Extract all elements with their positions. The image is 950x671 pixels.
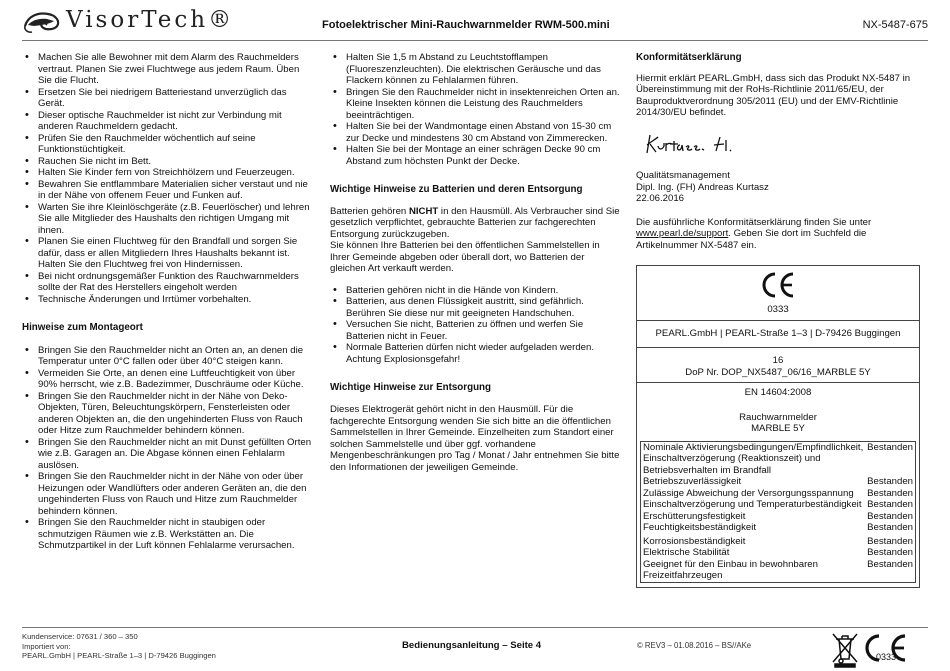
ce-certificate-box <box>636 265 920 588</box>
cert-dop-section <box>637 348 919 383</box>
row-value: Bestanden <box>867 535 913 547</box>
list-item: • Batterien gehören nicht in die Hände von Kindern. <box>330 285 622 297</box>
table-row <box>641 476 915 488</box>
row-value: Bestanden <box>867 522 913 534</box>
list-item: • Bringen Sie den Rauchmelder nicht in staubigen oder schmutzigen Räumen wie z.B. Werkstätten an. Die Schmutzpartikel in der Luft können Fehlalarme verursachen. <box>22 517 314 552</box>
list-item: • Prüfen Sie den Rauchmelder wöchentlich auf seine Funktionstüchtigkeit. <box>22 133 314 156</box>
row-label: Einschaltverzögerung und Temperaturbeständigkeit <box>643 499 862 511</box>
conformity-heading: Konformitätserklärung <box>636 52 742 63</box>
cert-product-section <box>637 383 919 435</box>
table-row <box>641 511 915 523</box>
row-value: Bestanden <box>867 558 913 570</box>
article-number: NX-5487-675 <box>862 19 928 31</box>
list-item: • Batterien, aus denen Flüssigkeit austritt, sind gefährlich. Berühren Sie diese nur mit geeigneten Handschuhen. <box>330 296 622 319</box>
disposal-heading: Wichtige Hinweise zur Entsorgung <box>330 382 492 394</box>
table-row <box>641 522 915 534</box>
montage-heading: Hinweise zum Montageort <box>22 322 143 333</box>
list-item: • Dieser optische Rauchmelder ist nicht zur Verbindung mit anderen Rauchmeldern gedacht. <box>22 110 314 133</box>
table-row <box>641 442 915 477</box>
table-row <box>641 547 915 559</box>
list-item: • Halten Sie bei der Montage an einer schrägen Decke 90 cm Abstand zum höchsten Punkt der Decke. <box>330 144 622 167</box>
row-label: Nominale Aktivierungsbedingungen/Empfindlichkeit, Einschaltverzögerung (Reaktionszeit) und Betriebsverhalten im Brandfall <box>643 441 864 476</box>
safety-list <box>22 52 314 305</box>
page-header <box>0 0 950 42</box>
signature-icon <box>644 131 754 157</box>
column-conformity <box>636 52 928 588</box>
signature-date: 22.06.2016 <box>636 193 685 205</box>
battery-paragraph-2: Sie können Ihre Batterien bei den öffentlichen Sammelstellen in Ihrer Gemeinde abgeben oder überall dort, wo Batterien der gleichen Art verkauft werden. <box>330 240 600 275</box>
battery-heading: Wichtige Hinweise zu Batterien und deren Entsorgung <box>330 184 583 195</box>
row-label: Korrosionsbeständigkeit <box>643 535 746 547</box>
full-declaration-text <box>636 217 928 252</box>
cert-model: MARBLE 5Y <box>751 423 805 435</box>
cert-company: PEARL.GmbH | PEARL-Straße 1–3 | D-79426 Buggingen <box>637 321 919 349</box>
battery-emphasis: NICHT <box>408 205 439 217</box>
montage-list <box>22 345 314 552</box>
weee-bin-icon <box>833 634 857 667</box>
footer-divider <box>22 627 928 628</box>
list-item: • Halten Sie Kinder fern von Streichhölzern und Feuerzeugen. <box>22 167 314 179</box>
chameleon-logo-icon <box>22 6 62 36</box>
importer-label: Importiert von: <box>22 641 71 651</box>
signature-name: Dipl. Ing. (FH) Andreas Kurtasz <box>636 181 769 193</box>
table-row <box>641 488 915 500</box>
footer-notified-body-number: 0333 <box>876 652 897 662</box>
disposal-text: Dieses Elektrogerät gehört nicht in den Hausmüll. Für die fachgerechte Entsorgung wenden Sie sich bitte an die öffentlichen Sammelstellen in Ihrer Gemeinde. Einzelheiten zum Standort einer solchen Sammelstelle und über ggf. vorhandene Mengenbeschränkungen pro Tag / Monat / Jahr entnehmen Sie bitte den Informationen der jeweiligen Gemeinde. <box>330 404 620 473</box>
row-label: Geeignet für den Einbau in bewohnbaren Freizeitfahrzeugen <box>643 558 818 582</box>
list-item: • Machen Sie alle Bewohner mit dem Alarm des Rauchmelders vertraut. Planen Sie zwei Fluchtwege aus jedem Raum. Üben Sie die Flucht. <box>22 52 314 87</box>
row-label: Feuchtigkeitsbeständigkeit <box>643 522 757 534</box>
list-item: • Vermeiden Sie Orte, an denen eine Luftfeuchtigkeit von über 90% herrscht, wie z.B. Badezimmer, Duschräume oder Küche. <box>22 368 314 391</box>
list-item: • Bringen Sie den Rauchmelder nicht an mit Dunst gefüllten Orten wie z.B. Garagen an. Die Abgase können einen Fehlalarm auslösen. <box>22 437 314 472</box>
customer-service: Kundenservice: 07631 / 360 – 350 <box>22 632 138 641</box>
list-item: • Bringen Sie den Rauchmelder nicht in insektenreichen Orten an. Kleine Insekten können die Leistung des Rauchmelders beeinträchtigen. <box>330 87 622 122</box>
row-value: Bestanden <box>867 476 913 488</box>
row-label: Elektrische Stabilität <box>643 547 730 559</box>
table-row <box>641 499 915 511</box>
brand-logo <box>22 6 234 36</box>
header-divider <box>22 40 928 41</box>
declaration-text: Die ausführliche Konformitätserklärung finden Sie unter <box>636 216 872 228</box>
column-batteries <box>330 52 622 473</box>
row-value: Bestanden <box>867 441 913 453</box>
cert-product: Rauchwarnmelder <box>739 411 817 423</box>
battery-text: Batterien gehören <box>330 205 409 217</box>
row-value: Bestanden <box>867 510 913 522</box>
list-item: • Technische Änderungen und Irrtümer vorbehalten. <box>22 294 314 306</box>
brand-name: VisorTech® <box>66 7 235 34</box>
list-item: • Planen Sie einen Fluchtweg für den Brandfall und sorgen Sie dafür, dass er allen Mitgliedern Ihres Haushalts bekannt ist. Halten Sie den Fluchtweg frei von Hindernissen. <box>22 236 314 271</box>
row-value: Bestanden <box>867 487 913 499</box>
row-label: Erschütterungsfestigkeit <box>643 510 746 522</box>
document-title: Fotoelektrischer Mini-Rauchwarnmelder RWM-500.mini <box>322 19 610 31</box>
row-value: Bestanden <box>867 499 913 511</box>
battery-list <box>330 285 622 366</box>
revision-info: © REV3 – 01.08.2016 – BS//AKe <box>637 641 752 650</box>
list-item: • Bewahren Sie entflammbare Materialien sicher verstaut und nie in der Nähe von offenem Feuer und Funken auf. <box>22 179 314 202</box>
list-item: • Bringen Sie den Rauchmelder nicht in der Nähe von Deko-Objekten, Türen, Beleuchtungskörpern, Fensterleisten oder anderen Objekten an, die den ungehinderten Fluss von Rauch oder Hitze zum Rauchmelder behindern können. <box>22 391 314 437</box>
declaration-text: . Geben Sie dort im Suchfeld die Artikelnummer NX-5487 ein. <box>636 228 867 251</box>
cert-dop: DoP Nr. DOP_NX5487_06/16_MARBLE 5Y <box>685 366 871 378</box>
montage-list-continued <box>330 52 622 167</box>
row-label: Zulässige Abweichung der Versorgungsspannung <box>643 487 854 499</box>
list-item: • Halten Sie 1,5 m Abstand zu Leuchtstofflampen (Fluoreszenzleuchten). Die elektrischen Geräusche und das Flackern können zu Fehlalarmen führen. <box>330 52 622 87</box>
battery-paragraph-1 <box>330 206 622 241</box>
list-item: • Bringen Sie den Rauchmelder nicht an Orten an, an denen die Temperatur unter 0°C fallen oder über 40°C steigen kann. <box>22 345 314 368</box>
column-safety <box>22 52 314 552</box>
row-value: Bestanden <box>867 547 913 559</box>
list-item: • Normale Batterien dürfen nicht wieder aufgeladen werden. Achtung Explosionsgefahr! <box>330 342 622 365</box>
cert-norm: EN 14604:2008 <box>744 387 812 399</box>
cert-results-table <box>640 441 916 583</box>
footer-contact <box>22 632 216 661</box>
page-label: Bedienungsanleitung – Seite 4 <box>402 640 542 651</box>
list-item: • Rauchen Sie nicht im Bett. <box>22 156 314 168</box>
ce-mark-icon <box>760 272 796 298</box>
list-item: • Warten Sie ihre Kleinlöschgeräte (z.B. Feuerlöscher) und lehren Sie alle Mitglieder des Haushalts den richtigen Umgang mit ihnen. <box>22 202 314 237</box>
importer-address: PEARL.GmbH | PEARL-Straße 1–3 | D-79426 Buggingen <box>22 651 216 661</box>
battery-text: in den Hausmüll. Als Verbraucher sind Sie gesetzlich verpflichtet, gebrauchte Batterien zur fachgerechten Entsorgung zurückzugeben. <box>330 205 620 240</box>
cert-year: 16 <box>772 355 784 367</box>
list-item: • Ersetzen Sie bei niedrigem Batteriestand unverzüglich das Gerät. <box>22 87 314 110</box>
signature-role: Qualitätsmanagement <box>636 170 730 182</box>
notified-body-number: 0333 <box>767 304 789 316</box>
table-row <box>641 536 915 548</box>
support-link[interactable]: www.pearl.de/support <box>636 228 729 240</box>
conformity-text: Hiermit erklärt PEARL.GmbH, dass sich das Produkt NX-5487 in Übereinstimmung mit der RoHs-Richtlinie 2011/65/EU, der Bauproduktverordnung 305/2011 (EU) und der EMV-Richtlinie 2014/30/EU befindet. <box>636 72 911 119</box>
table-row <box>641 559 915 582</box>
list-item: • Halten Sie bei der Wandmontage einen Abstand von 15-30 cm zur Decke und mindestens 30 cm Abstand von Zimmerecken. <box>330 121 622 144</box>
row-label: Betriebszuverlässigkeit <box>643 476 742 488</box>
signature <box>644 131 928 161</box>
list-item: • Bringen Sie den Rauchmelder nicht in der Nähe von oder über Heizungen oder Wandlüfters oder anderen Geräten an, die den ungehinderten Fluss von Rauch und Hitze zum Rauchmelder behindern können. <box>22 471 314 517</box>
cert-ce-section <box>637 266 919 321</box>
list-item: • Versuchen Sie nicht, Batterien zu öffnen und werfen Sie Batterien nicht in Feuer. <box>330 319 622 342</box>
list-item: • Bei nicht ordnungsgemäßer Funktion des Rauchwarnmelders sollte der Rat des Herstellers eingeholt werden <box>22 271 314 294</box>
